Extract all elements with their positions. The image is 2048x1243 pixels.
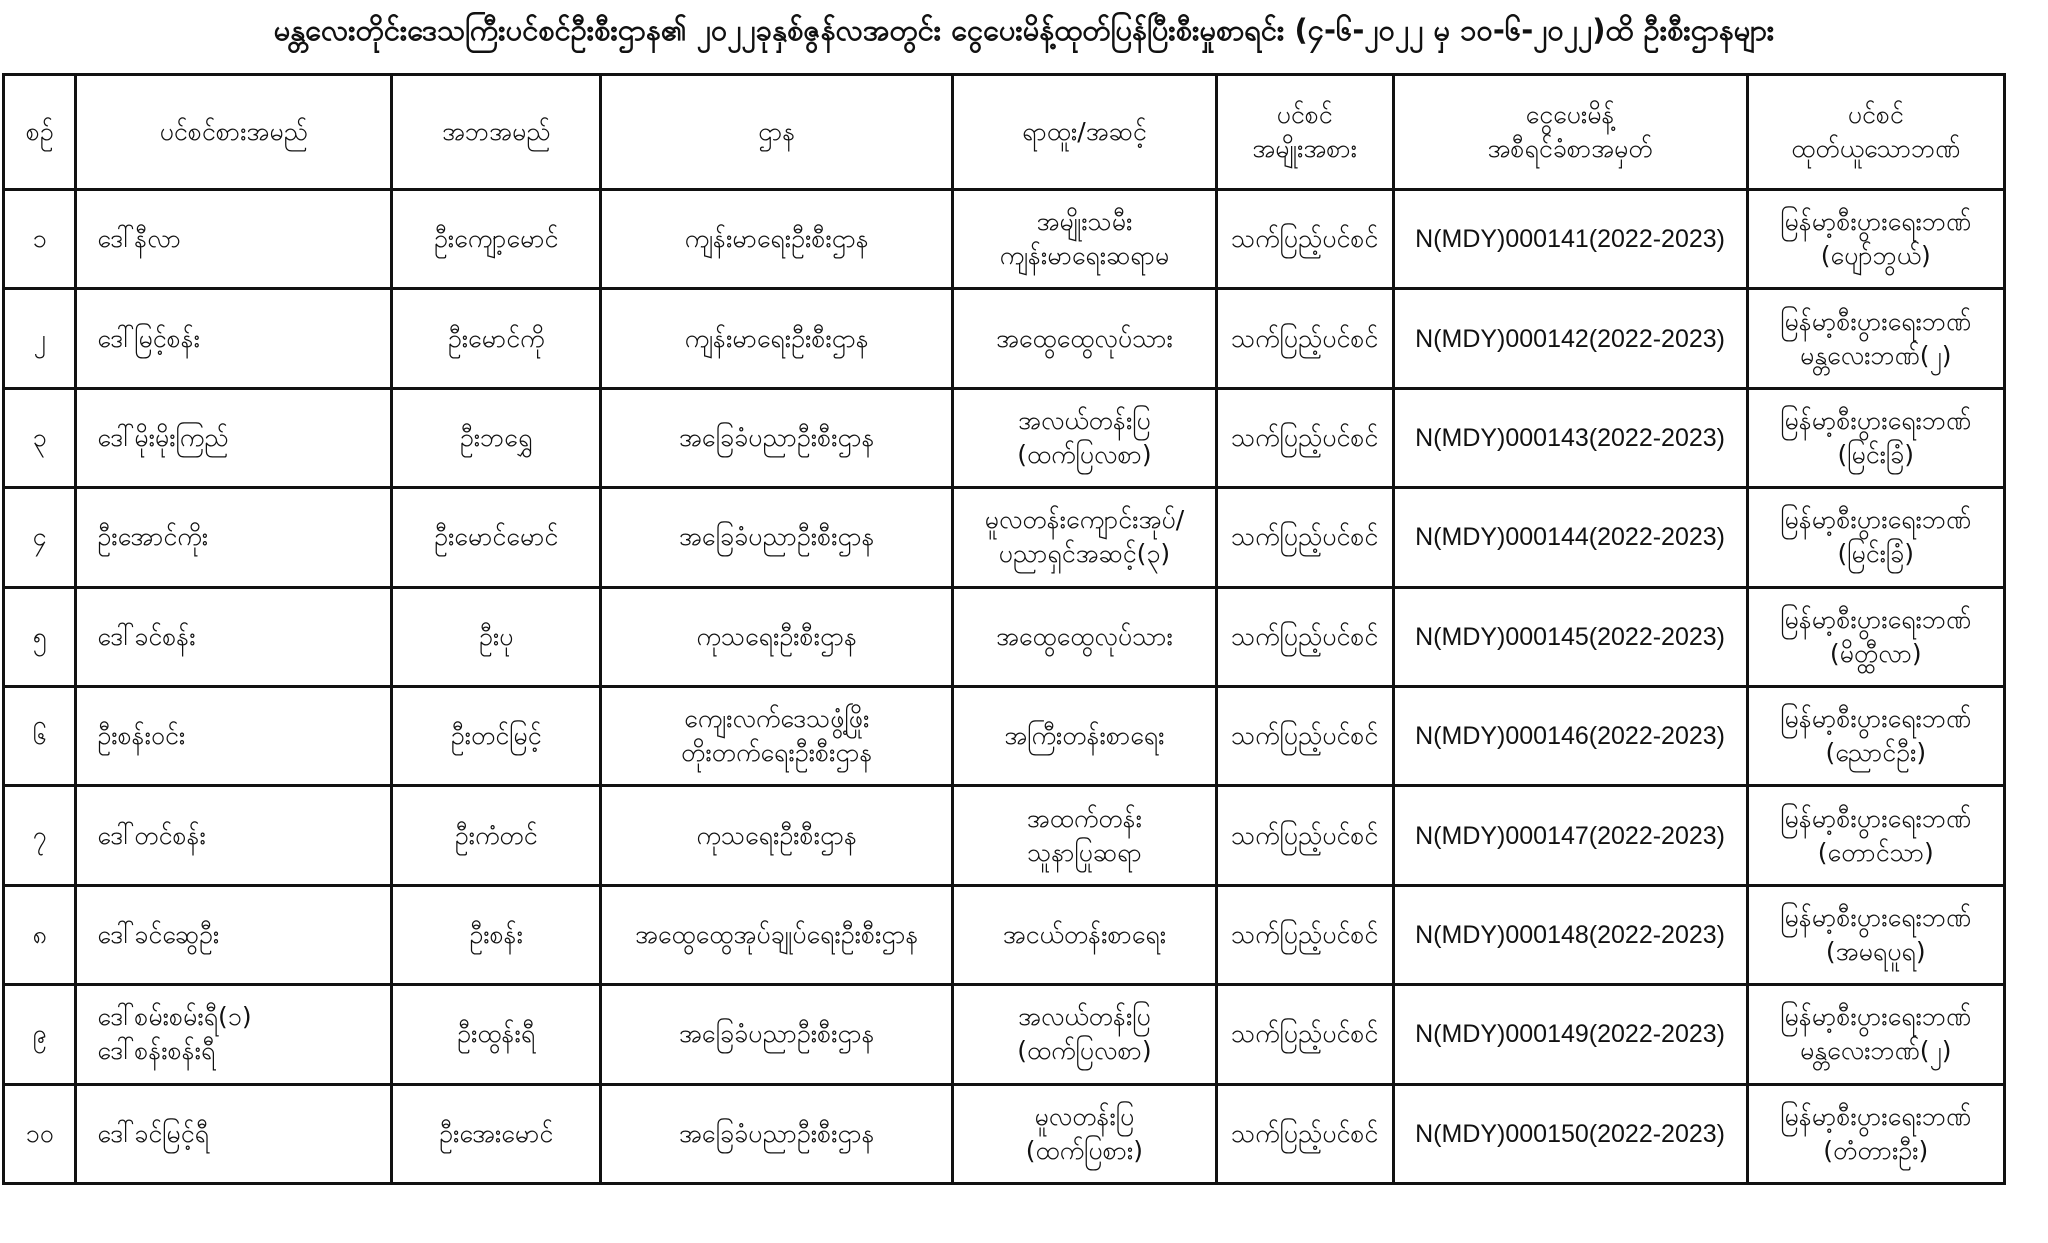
department-line-1: ကုသရေးဦးစီးဌာန: [696, 621, 858, 651]
report-number-cell: [1393, 587, 1747, 686]
rank-cell: [953, 1084, 1216, 1183]
report-number-line-1: N(MDY)000142(2022-2023): [1415, 324, 1725, 353]
department-line-1: ကျန်းမာရေးဦးစီးဌာန: [684, 224, 869, 254]
rank-cell: [953, 786, 1216, 885]
pension-type-cell: [1216, 885, 1393, 984]
department-line-2: တိုးတက်ရေးဦးစီးဌာန: [680, 738, 873, 768]
rank-cell: [953, 190, 1216, 289]
bank-line-1: မြန်မာ့စီးပွားရေးဘဏ်: [1780, 1101, 1972, 1131]
bank-line-1: မြန်မာ့စီးပွားရေးဘဏ်: [1780, 803, 1972, 833]
serial-cell: [4, 388, 76, 487]
bank-line-2: (တောင်သာ): [1817, 837, 1934, 867]
rank-line-2: (ထက်ပြလစာ): [1017, 1036, 1152, 1066]
serial-cell: [4, 1084, 76, 1183]
serial-line-1: ၅: [32, 621, 47, 651]
father-name-line-1: ဦးပု: [478, 621, 514, 651]
pensioner-name-line-2: ဒေါ်စန်းစန်းရီ: [97, 1036, 216, 1066]
department-cell: [601, 190, 953, 289]
bank-line-2: မန္တလေးဘဏ်(၂): [1799, 1036, 1952, 1066]
bank-line-2: (တံတားဦး): [1823, 1135, 1929, 1165]
rank-cell: [953, 488, 1216, 587]
table-body: [4, 190, 2005, 1184]
header-line-1: ဌာန: [758, 117, 796, 146]
department-line-1: ကျေးလက်ဒေသဖွံ့ဖြိုး: [684, 704, 870, 734]
document-title: မန္တလေးတိုင်းဒေသကြီးပင်စင်ဦးစီးဌာန၏ ၂၀၂၂ခုနှစ်ဇွန်လအတွင်း ငွေပေးမိန့်ထုတ်ပြန်ပြီးစီးမှုစာရင်း (၄-၆-၂၀၂၂ မှ ၁၀-၆-၂၀၂၂)ထိ ဦးစီးဌာနများ: [273, 13, 1775, 47]
serial-line-1: ၆: [32, 721, 47, 751]
bank-cell: [1747, 985, 2004, 1084]
report-number-cell: [1393, 1084, 1747, 1183]
table-row: [4, 885, 2005, 984]
pension-type-cell: [1216, 190, 1393, 289]
header-line-1: ငွေပေးမိန့်: [1525, 100, 1615, 129]
rank-line-2: သူနာပြုဆရာ: [1027, 837, 1142, 867]
department-line-1: အခြေခံပညာဦးစီးဌာန: [678, 422, 875, 452]
bank-line-2: (ညောင်ဦး): [1825, 738, 1927, 768]
bank-line-1: မြန်မာ့စီးပွားရေးဘဏ်: [1780, 207, 1972, 237]
bank-cell: [1747, 786, 2004, 885]
father-name-line-1: ဦးမောင်မောင်: [434, 522, 559, 552]
report-number-line-1: N(MDY)000149(2022-2023): [1415, 1020, 1725, 1049]
header-line-1: အဘအမည်: [441, 117, 551, 146]
father-name-cell: [392, 985, 601, 1084]
bank-line-2: (မြင်းခြံ): [1837, 539, 1914, 569]
report-number-line-1: N(MDY)000148(2022-2023): [1415, 920, 1725, 949]
father-name-line-1: ဦးထွန်းရီ: [457, 1019, 536, 1049]
pensioner-name-line-1: ဦးစန်းဝင်း: [97, 721, 186, 751]
father-name-line-1: ဦးတင်မြင့်: [450, 721, 542, 751]
pensioner-name-cell: [76, 388, 392, 487]
father-name-cell: [392, 885, 601, 984]
rank-line-2: ကျန်းမာရေးဆရာမ: [999, 241, 1170, 271]
serial-line-1: ၁: [32, 224, 47, 254]
bank-cell: [1747, 885, 2004, 984]
pension-type-cell: [1216, 388, 1393, 487]
pension-type-line-1: သက်ပြည့်ပင်စင်: [1230, 621, 1379, 651]
rank-line-2: ပညာရှင်အဆင့်(၃): [998, 539, 1171, 569]
serial-cell: [4, 985, 76, 1084]
serial-line-1: ၁၀: [25, 1118, 54, 1148]
department-cell: [601, 488, 953, 587]
report-number-cell: [1393, 686, 1747, 785]
report-number-cell: [1393, 985, 1747, 1084]
header-line-1: စဉ်: [25, 117, 54, 146]
header-line-1: ပင်စင်: [1847, 100, 1904, 129]
rank-line-1: အလယ်တန်းပြ: [1018, 405, 1151, 435]
father-name-cell: [392, 587, 601, 686]
header-cell: [4, 75, 76, 190]
father-name-line-1: ဦးဘရွှေ: [459, 422, 533, 452]
pensioner-name-cell: [76, 1084, 392, 1183]
serial-line-1: ၉: [32, 1019, 47, 1049]
rank-line-1: အထွေထွေလုပ်သား: [995, 323, 1173, 353]
pension-type-cell: [1216, 686, 1393, 785]
bank-line-1: မြန်မာ့စီးပွားရေးဘဏ်: [1780, 405, 1972, 435]
pension-type-line-1: သက်ပြည့်ပင်စင်: [1230, 1019, 1379, 1049]
bank-cell: [1747, 686, 2004, 785]
header-cell: [601, 75, 953, 190]
report-number-cell: [1393, 289, 1747, 388]
bank-cell: [1747, 388, 2004, 487]
header-cell: [953, 75, 1216, 190]
rank-cell: [953, 885, 1216, 984]
header-row: [4, 75, 2005, 190]
pension-type-line-1: သက်ပြည့်ပင်စင်: [1230, 323, 1379, 353]
report-number-cell: [1393, 786, 1747, 885]
pension-type-cell: [1216, 1084, 1393, 1183]
father-name-cell: [392, 289, 601, 388]
pensioner-name-line-1: ဒေါ်နီလာ: [97, 224, 181, 254]
table-row: [4, 289, 2005, 388]
bank-line-2: (မိတ္ထီလာ): [1829, 638, 1922, 668]
serial-cell: [4, 686, 76, 785]
report-number-line-1: N(MDY)000150(2022-2023): [1415, 1119, 1725, 1148]
serial-cell: [4, 289, 76, 388]
rank-cell: [953, 388, 1216, 487]
bank-line-1: မြန်မာ့စီးပွားရေးဘဏ်: [1780, 505, 1972, 535]
header-cell: [1393, 75, 1747, 190]
serial-line-1: ၂: [33, 323, 46, 353]
header-line-2: အမျိုးအစား: [1252, 134, 1357, 163]
rank-cell: [953, 686, 1216, 785]
father-name-line-1: ဦးမောင်ကို: [447, 323, 545, 353]
department-cell: [601, 686, 953, 785]
pensioner-name-line-1: ဒေါ်ခင်ဆွေဦး: [97, 919, 220, 949]
department-line-1: အခြေခံပညာဦးစီးဌာန: [678, 522, 875, 552]
department-line-1: အခြေခံပညာဦးစီးဌာန: [678, 1118, 875, 1148]
report-number-cell: [1393, 488, 1747, 587]
bank-line-1: မြန်မာ့စီးပွားရေးဘဏ်: [1780, 306, 1972, 336]
serial-cell: [4, 885, 76, 984]
bank-line-2: (အမရပူရ): [1825, 936, 1926, 966]
pensioner-name-cell: [76, 488, 392, 587]
report-number-line-1: N(MDY)000146(2022-2023): [1415, 722, 1725, 751]
serial-cell: [4, 786, 76, 885]
rank-cell: [953, 985, 1216, 1084]
rank-line-1: မူလတန်းကျောင်းအုပ်/: [984, 505, 1185, 535]
bank-line-2: မန္တလေးဘဏ်(၂): [1799, 340, 1952, 370]
pensioner-name-line-1: ဒေါ်မြင့်စန်း: [97, 323, 201, 353]
report-number-line-1: N(MDY)000145(2022-2023): [1415, 622, 1725, 651]
report-number-line-1: N(MDY)000143(2022-2023): [1415, 423, 1725, 452]
department-cell: [601, 388, 953, 487]
rank-line-2: (ထက်ပြလစာ): [1017, 439, 1152, 469]
department-cell: [601, 1084, 953, 1183]
pension-type-line-1: သက်ပြည့်ပင်စင်: [1230, 919, 1379, 949]
serial-cell: [4, 587, 76, 686]
report-number-cell: [1393, 190, 1747, 289]
rank-line-2: (ထက်ပြစား): [1025, 1135, 1144, 1165]
rank-line-1: အထွေထွေလုပ်သား: [995, 621, 1173, 651]
serial-line-1: ၈: [32, 919, 47, 949]
pension-type-line-1: သက်ပြည့်ပင်စင်: [1230, 422, 1379, 452]
father-name-line-1: ဦးအေးမောင်: [439, 1118, 554, 1148]
rank-cell: [953, 587, 1216, 686]
bank-cell: [1747, 289, 2004, 388]
report-number-cell: [1393, 885, 1747, 984]
bank-cell: [1747, 1084, 2004, 1183]
serial-cell: [4, 488, 76, 587]
serial-cell: [4, 190, 76, 289]
report-number-line-1: N(MDY)000144(2022-2023): [1415, 523, 1725, 552]
table-row: [4, 190, 2005, 289]
pensioner-name-line-1: ဦးအောင်ကိုး: [97, 522, 209, 552]
pension-type-cell: [1216, 289, 1393, 388]
department-cell: [601, 985, 953, 1084]
department-line-1: အထွေထွေအုပ်ချုပ်ရေးဦးစီးဌာန: [634, 919, 919, 949]
pensioner-name-line-1: ဒေါ်ခင်စန်း: [97, 621, 196, 651]
header-cell: [392, 75, 601, 190]
header-cell: [76, 75, 392, 190]
pensioner-name-line-1: ဒေါ်ခင်မြင့်ရီ: [97, 1118, 209, 1148]
bank-cell: [1747, 587, 2004, 686]
table-row: [4, 985, 2005, 1084]
pensioner-name-cell: [76, 885, 392, 984]
bank-line-2: (ပျော်ဘွယ်): [1820, 241, 1931, 271]
department-line-1: အခြေခံပညာဦးစီးဌာန: [678, 1019, 875, 1049]
father-name-cell: [392, 190, 601, 289]
pension-type-line-1: သက်ပြည့်ပင်စင်: [1230, 522, 1379, 552]
header-cell: [1747, 75, 2004, 190]
bank-line-1: မြန်မာ့စီးပွားရေးဘဏ်: [1780, 1002, 1972, 1032]
pensioner-name-line-1: ဒေါ်တင်စန်း: [97, 820, 206, 850]
report-number-cell: [1393, 388, 1747, 487]
department-cell: [601, 885, 953, 984]
pensioner-name-cell: [76, 190, 392, 289]
rank-line-1: အလယ်တန်းပြ: [1018, 1002, 1151, 1032]
bank-line-1: မြန်မာ့စီးပွားရေးဘဏ်: [1780, 604, 1972, 634]
header-line-1: ရာထူး/အဆင့်: [1022, 117, 1147, 146]
father-name-line-1: ဦးစန်း: [469, 919, 523, 949]
rank-line-1: အမျိုးသမီး: [1036, 207, 1133, 237]
pension-type-cell: [1216, 786, 1393, 885]
pensioner-name-line-1: ဒေါ်စမ်းစမ်းရီ(၁): [97, 1002, 252, 1032]
father-name-cell: [392, 488, 601, 587]
report-number-line-1: N(MDY)000141(2022-2023): [1415, 225, 1725, 254]
pensioner-name-cell: [76, 786, 392, 885]
table-row: [4, 488, 2005, 587]
header-line-1: ပင်စင်စားအမည်: [159, 117, 308, 146]
table-row: [4, 388, 2005, 487]
father-name-line-1: ဦးကံတင်: [454, 820, 538, 850]
serial-line-1: ၃: [32, 422, 47, 452]
department-cell: [601, 289, 953, 388]
bank-cell: [1747, 488, 2004, 587]
bank-line-1: မြန်မာ့စီးပွားရေးဘဏ်: [1780, 704, 1972, 734]
department-cell: [601, 786, 953, 885]
department-line-1: ကုသရေးဦးစီးဌာန: [696, 820, 858, 850]
rank-line-1: အငယ်တန်းစာရေး: [1002, 919, 1167, 949]
table-row: [4, 1084, 2005, 1183]
pension-type-cell: [1216, 587, 1393, 686]
serial-line-1: ၄: [32, 522, 47, 552]
header-line-2: အစီရင်ခံစာအမှတ်: [1487, 134, 1653, 163]
pension-type-line-1: သက်ပြည့်ပင်စင်: [1230, 224, 1379, 254]
bank-line-2: (မြင်းခြံ): [1837, 439, 1914, 469]
department-cell: [601, 587, 953, 686]
rank-line-1: အထက်တန်း: [1026, 803, 1143, 833]
pension-type-line-1: သက်ပြည့်ပင်စင်: [1230, 1118, 1379, 1148]
father-name-cell: [392, 1084, 601, 1183]
father-name-cell: [392, 786, 601, 885]
header-line-1: ပင်စင်: [1276, 100, 1333, 129]
rank-cell: [953, 289, 1216, 388]
table-row: [4, 786, 2005, 885]
rank-line-1: အကြီးတန်းစာရေး: [1004, 721, 1165, 751]
pensioner-name-cell: [76, 587, 392, 686]
pension-table: [2, 73, 2006, 1185]
bank-line-1: မြန်မာ့စီးပွားရေးဘဏ်: [1780, 902, 1972, 932]
pension-type-cell: [1216, 488, 1393, 587]
father-name-line-1: ဦးကျော့မောင်: [433, 224, 559, 254]
pension-type-line-1: သက်ပြည့်ပင်စင်: [1230, 820, 1379, 850]
header-line-2: ထုတ်ယူသောဘဏ်: [1791, 134, 1961, 163]
father-name-cell: [392, 388, 601, 487]
report-number-line-1: N(MDY)000147(2022-2023): [1415, 821, 1725, 850]
pensioner-name-cell: [76, 289, 392, 388]
father-name-cell: [392, 686, 601, 785]
pensioner-name-cell: [76, 985, 392, 1084]
pensioner-name-cell: [76, 686, 392, 785]
department-line-1: ကျန်းမာရေးဦးစီးဌာန: [684, 323, 869, 353]
rank-line-1: မူလတန်းပြ: [1034, 1101, 1135, 1131]
pension-type-line-1: သက်ပြည့်ပင်စင်: [1230, 721, 1379, 751]
table-row: [4, 587, 2005, 686]
bank-cell: [1747, 190, 2004, 289]
pensioner-name-line-1: ဒေါ်မိုးမိုးကြည်: [97, 422, 229, 452]
table-row: [4, 686, 2005, 785]
serial-line-1: ၇: [32, 820, 47, 850]
header-cell: [1216, 75, 1393, 190]
pension-type-cell: [1216, 985, 1393, 1084]
